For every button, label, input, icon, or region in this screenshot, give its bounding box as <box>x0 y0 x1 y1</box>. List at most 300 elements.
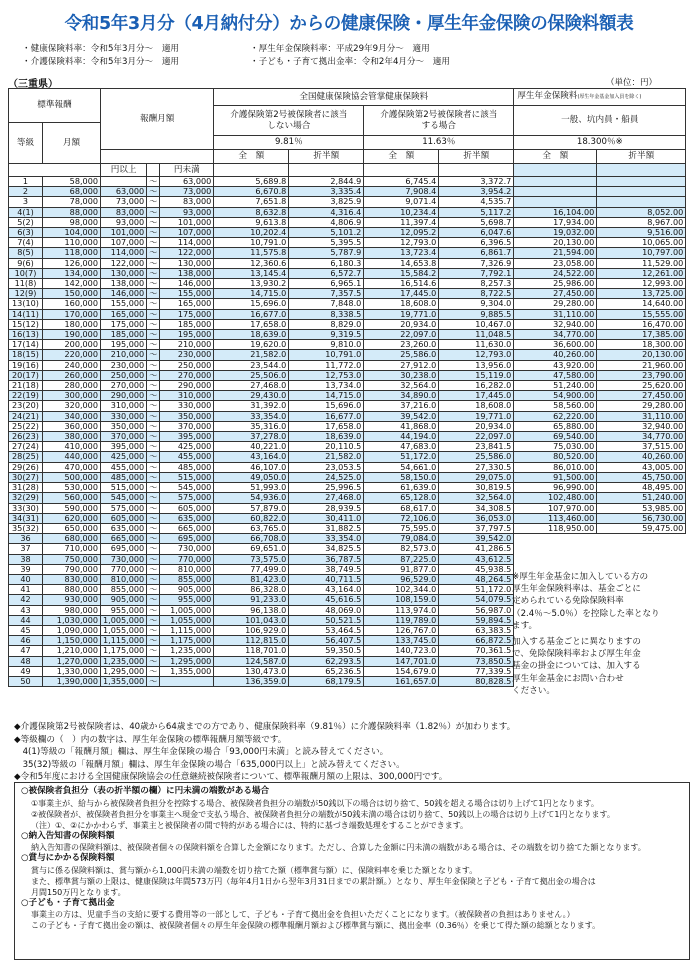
kousei-full-cell: 34,770.00 <box>514 330 597 340</box>
grade-cell: 30(27) <box>9 472 43 482</box>
full-no-care-cell: 124,587.0 <box>214 656 289 666</box>
full-care-cell: 91,877.0 <box>364 564 439 574</box>
half-care-cell: 23,841.5 <box>439 442 514 452</box>
grade-cell: 6(3) <box>9 228 43 238</box>
grade-cell: 13(10) <box>9 299 43 309</box>
range-sep: ～ <box>147 513 160 523</box>
header-half: 折半額 <box>439 150 514 164</box>
box-text: 賞与に係る保険料額は、賞与額から1,000円未満の端数を切り捨てた額（標準賞与額）に、保険料率を乗じた額となります。 <box>31 865 478 875</box>
half-care-cell: 9,304.0 <box>439 299 514 309</box>
kousei-half-cell: 53,985.00 <box>597 503 686 513</box>
kousei-full-cell <box>514 534 597 544</box>
full-care-cell: 161,657.0 <box>364 676 439 686</box>
monthly-cell: 88,000 <box>43 207 101 217</box>
full-care-cell: 37,216.0 <box>364 401 439 411</box>
half-no-care-cell: 23,053.5 <box>289 462 364 472</box>
kousei-full-cell: 102,480.00 <box>514 493 597 503</box>
range-sep: ～ <box>147 177 160 187</box>
half-no-care-cell: 16,677.0 <box>289 411 364 421</box>
half-no-care-cell: 65,236.5 <box>289 666 364 676</box>
grade-cell: 31(28) <box>9 483 43 493</box>
monthly-cell: 750,000 <box>43 554 101 564</box>
half-care-cell: 5,117.2 <box>439 207 514 217</box>
full-no-care-cell: 29,430.0 <box>214 391 289 401</box>
half-no-care-cell: 25,996.5 <box>289 483 364 493</box>
box-text: 月間150万円となります。 <box>31 887 126 897</box>
half-no-care-cell: 36,787.5 <box>289 554 364 564</box>
half-no-care-cell: 33,354.0 <box>289 534 364 544</box>
half-care-cell: 45,938.5 <box>439 564 514 574</box>
kousei-half-cell: 32,940.00 <box>597 421 686 431</box>
full-no-care-cell: 81,423.0 <box>214 574 289 584</box>
half-care-cell: 3,954.2 <box>439 187 514 197</box>
kousei-full-cell: 80,520.00 <box>514 452 597 462</box>
full-care-cell: 154,679.0 <box>364 666 439 676</box>
header-no-care: 介護保険第2号被保険者に該当しない場合 <box>214 106 364 136</box>
range-from-cell: 575,000 <box>101 503 147 513</box>
full-no-care-cell: 18,639.0 <box>214 330 289 340</box>
range-to-cell: 130,000 <box>160 258 214 268</box>
monthly-cell: 1,390,000 <box>43 676 101 686</box>
monthly-cell: 440,000 <box>43 452 101 462</box>
kousei-half-cell <box>597 534 686 544</box>
full-no-care-cell: 86,328.0 <box>214 585 289 595</box>
full-care-cell: 61,639.0 <box>364 483 439 493</box>
kousei-full-cell: 19,032.00 <box>514 228 597 238</box>
grade-cell: 48 <box>9 656 43 666</box>
full-no-care-cell: 13,145.4 <box>214 268 289 278</box>
grade-cell: 3 <box>9 197 43 207</box>
grade-cell: 8(5) <box>9 248 43 258</box>
monthly-cell: 590,000 <box>43 503 101 513</box>
monthly-cell: 1,090,000 <box>43 625 101 635</box>
range-to-cell: 515,000 <box>160 472 214 482</box>
range-from-cell: 955,000 <box>101 605 147 615</box>
full-no-care-cell: 130,473.0 <box>214 666 289 676</box>
range-from-cell: 175,000 <box>101 319 147 329</box>
range-from-cell: 1,175,000 <box>101 646 147 656</box>
half-care-cell: 12,793.0 <box>439 350 514 360</box>
range-sep: ～ <box>147 646 160 656</box>
range-sep: ～ <box>147 472 160 482</box>
range-sep: ～ <box>147 401 160 411</box>
grade-cell: 39 <box>9 564 43 574</box>
kousei-half-cell: 51,240.00 <box>597 493 686 503</box>
monthly-cell: 930,000 <box>43 595 101 605</box>
full-care-cell: 75,595.0 <box>364 523 439 533</box>
grade-cell: 11(8) <box>9 279 43 289</box>
kousei-half-cell: 17,385.00 <box>597 330 686 340</box>
range-to-cell: 73,000 <box>160 187 214 197</box>
half-care-cell: 18,608.0 <box>439 401 514 411</box>
full-no-care-cell: 25,506.0 <box>214 370 289 380</box>
table-row <box>9 228 686 238</box>
half-care-cell: 25,586.0 <box>439 452 514 462</box>
monthly-cell: 110,000 <box>43 238 101 248</box>
half-care-cell: 39,542.0 <box>439 534 514 544</box>
half-no-care-cell: 3,825.9 <box>289 197 364 207</box>
table-row <box>9 534 686 544</box>
range-from-cell: 195,000 <box>101 340 147 350</box>
kousei-full-cell: 47,580.00 <box>514 370 597 380</box>
range-sep: ～ <box>147 544 160 554</box>
half-no-care-cell: 7,357.5 <box>289 289 364 299</box>
monthly-cell: 880,000 <box>43 585 101 595</box>
range-sep: ～ <box>147 503 160 513</box>
table-row <box>9 248 686 258</box>
range-from-cell: 770,000 <box>101 564 147 574</box>
grade-cell: 34(31) <box>9 513 43 523</box>
table-row <box>9 462 686 472</box>
kousei-half-cell: 45,750.00 <box>597 472 686 482</box>
range-from-cell: 122,000 <box>101 258 147 268</box>
box-text: また、標準賞与額の上限は、健康保険は年間573万円（毎年4月1日から翌年3月31日までの累計額。）となり、厚生年金保険と子ども・子育て拠出金の場合は <box>31 876 596 886</box>
full-care-cell: 72,106.0 <box>364 513 439 523</box>
grade-cell: 10(7) <box>9 268 43 278</box>
half-care-cell: 5,698.7 <box>439 217 514 227</box>
half-no-care-cell: 12,753.0 <box>289 370 364 380</box>
range-to-cell: 165,000 <box>160 299 214 309</box>
half-care-cell: 17,445.0 <box>439 391 514 401</box>
range-from-cell: 230,000 <box>101 360 147 370</box>
kousei-half-cell: 13,725.00 <box>597 289 686 299</box>
half-no-care-cell: 40,711.5 <box>289 574 364 584</box>
monthly-cell: 126,000 <box>43 258 101 268</box>
full-care-cell: 11,397.4 <box>364 217 439 227</box>
range-from-cell: 83,000 <box>101 207 147 217</box>
kousei-full-cell: 25,986.00 <box>514 279 597 289</box>
range-to-cell: 855,000 <box>160 574 214 584</box>
table-row <box>9 330 686 340</box>
grade-cell: 32(29) <box>9 493 43 503</box>
range-to-cell <box>160 676 214 686</box>
range-to-cell: 1,055,000 <box>160 615 214 625</box>
full-care-cell: 9,071.4 <box>364 197 439 207</box>
grade-cell: 24(21) <box>9 411 43 421</box>
full-no-care-cell: 69,651.0 <box>214 544 289 554</box>
kousei-half-cell: 16,470.00 <box>597 319 686 329</box>
explanation-box <box>14 782 690 960</box>
half-care-cell: 77,339.5 <box>439 666 514 676</box>
full-care-cell: 22,097.0 <box>364 330 439 340</box>
full-no-care-cell: 17,658.0 <box>214 319 289 329</box>
kousei-full-cell <box>514 197 597 207</box>
box-text: 事業主の方は、児童手当の支給に要する費用等の一部として、子ども・子育て拠出金を負担いただくことになります。（被保険者の負担はありません。） <box>31 910 575 919</box>
range-sep: ～ <box>147 534 160 544</box>
table-row <box>9 350 686 360</box>
monthly-cell: 650,000 <box>43 523 101 533</box>
full-no-care-cell: 8,632.8 <box>214 207 289 217</box>
half-care-cell: 6,861.7 <box>439 248 514 258</box>
range-from-cell: 1,115,000 <box>101 636 147 646</box>
range-from-cell: 250,000 <box>101 370 147 380</box>
half-care-cell: 10,467.0 <box>439 319 514 329</box>
kousei-half-cell: 15,555.00 <box>597 309 686 319</box>
rate-kousei: 18.300％※ <box>514 136 686 150</box>
table-row <box>9 279 686 289</box>
kousei-full-cell: 62,220.00 <box>514 411 597 421</box>
monthly-cell: 200,000 <box>43 340 101 350</box>
header-monthly: 月額 <box>43 123 101 164</box>
half-care-cell: 6,396.5 <box>439 238 514 248</box>
half-care-cell: 4,535.7 <box>439 197 514 207</box>
range-to-cell: 425,000 <box>160 442 214 452</box>
full-no-care-cell: 49,050.0 <box>214 472 289 482</box>
kousei-half-cell: 10,065.00 <box>597 238 686 248</box>
table-row <box>9 238 686 248</box>
range-sep: ～ <box>147 279 160 289</box>
range-from-cell: 1,235,000 <box>101 656 147 666</box>
full-care-cell: 47,683.0 <box>364 442 439 452</box>
grade-cell: 27(24) <box>9 442 43 452</box>
grade-cell: 19(16) <box>9 360 43 370</box>
grade-cell: 23(20) <box>9 401 43 411</box>
range-from-cell: 165,000 <box>101 309 147 319</box>
range-to-cell: 210,000 <box>160 340 214 350</box>
monthly-cell: 190,000 <box>43 330 101 340</box>
kousei-full-cell: 96,990.00 <box>514 483 597 493</box>
range-from-cell: 210,000 <box>101 350 147 360</box>
range-to-cell: 635,000 <box>160 513 214 523</box>
half-no-care-cell: 11,772.0 <box>289 360 364 370</box>
full-care-cell: 15,584.2 <box>364 268 439 278</box>
table-row <box>9 268 686 278</box>
range-from-cell: 545,000 <box>101 493 147 503</box>
kousei-half-cell: 8,967.00 <box>597 217 686 227</box>
range-to-cell: 545,000 <box>160 483 214 493</box>
full-care-cell: 108,159.0 <box>364 595 439 605</box>
range-from-cell: 425,000 <box>101 452 147 462</box>
note-line: 加入する基金ごとに異なりますの <box>512 637 641 647</box>
range-to-cell: 1,005,000 <box>160 605 214 615</box>
box-heading: ○賞与にかかる保険料額 <box>21 853 115 863</box>
half-no-care-cell: 59,350.5 <box>289 646 364 656</box>
kousei-full-cell: 86,010.00 <box>514 462 597 472</box>
full-no-care-cell: 66,708.0 <box>214 534 289 544</box>
monthly-cell: 170,000 <box>43 309 101 319</box>
grade-cell: 7(4) <box>9 238 43 248</box>
kousei-full-cell: 21,594.00 <box>514 248 597 258</box>
table-row <box>9 513 686 523</box>
page-title: 令和5年3月分（4月納付分）からの健康保険・厚生年金保険の保険料額表 <box>64 14 634 34</box>
table-row <box>9 401 686 411</box>
full-no-care-cell: 13,930.2 <box>214 279 289 289</box>
half-no-care-cell: 3,335.4 <box>289 187 364 197</box>
full-no-care-cell: 40,221.0 <box>214 442 289 452</box>
kousei-full-cell <box>514 544 597 554</box>
full-no-care-cell: 96,138.0 <box>214 605 289 615</box>
half-no-care-cell: 34,825.5 <box>289 544 364 554</box>
full-care-cell: 18,608.0 <box>364 299 439 309</box>
range-sep: ～ <box>147 381 160 391</box>
full-no-care-cell: 60,822.0 <box>214 513 289 523</box>
half-no-care-cell: 48,069.0 <box>289 605 364 615</box>
grade-cell: 5(2) <box>9 217 43 227</box>
half-no-care-cell: 5,395.5 <box>289 238 364 248</box>
range-to-cell: 250,000 <box>160 360 214 370</box>
box-heading: ○被保険者負担分（表の折半額の欄）に円未満の端数がある場合 <box>21 786 270 796</box>
range-sep: ～ <box>147 319 160 329</box>
range-sep: ～ <box>147 432 160 442</box>
range-from-cell: 1,355,000 <box>101 676 147 686</box>
range-sep: ～ <box>147 309 160 319</box>
header-standard: 標準報酬 <box>9 89 101 123</box>
half-care-cell: 19,771.0 <box>439 411 514 421</box>
monthly-cell: 980,000 <box>43 605 101 615</box>
table-row <box>9 391 686 401</box>
grade-cell: 28(25) <box>9 452 43 462</box>
range-to-cell: 605,000 <box>160 503 214 513</box>
full-no-care-cell: 91,233.0 <box>214 595 289 605</box>
range-sep: ～ <box>147 248 160 258</box>
range-from-cell: 635,000 <box>101 523 147 533</box>
footnote: ◆介護保険第2号被保険者は、40歳から64歳までの方であり、健康保険料率（9.81％）に介護保険料率（1.82％）が加わります。 <box>14 722 516 732</box>
rate-info <box>22 43 662 68</box>
half-care-cell: 8,722.5 <box>439 289 514 299</box>
monthly-cell: 1,270,000 <box>43 656 101 666</box>
range-sep: ～ <box>147 360 160 370</box>
half-care-cell: 80,828.5 <box>439 676 514 686</box>
full-no-care-cell: 6,670.8 <box>214 187 289 197</box>
half-care-cell: 8,257.3 <box>439 279 514 289</box>
full-no-care-cell: 7,651.8 <box>214 197 289 207</box>
monthly-cell: 340,000 <box>43 411 101 421</box>
grade-cell: 12(9) <box>9 289 43 299</box>
full-care-cell: 25,586.0 <box>364 350 439 360</box>
note-line: 基金の掛金については、加入する <box>512 661 641 672</box>
range-to-cell: 195,000 <box>160 330 214 340</box>
range-sep: ～ <box>147 238 160 248</box>
full-care-cell: 19,771.0 <box>364 309 439 319</box>
range-sep: ～ <box>147 411 160 421</box>
kousei-full-cell <box>514 187 597 197</box>
grade-cell: 38 <box>9 554 43 564</box>
kousei-half-cell: 40,260.00 <box>597 452 686 462</box>
monthly-cell: 1,330,000 <box>43 666 101 676</box>
full-no-care-cell: 73,575.0 <box>214 554 289 564</box>
header-grade: 等級 <box>9 123 43 164</box>
full-no-care-cell: 10,202.4 <box>214 228 289 238</box>
full-no-care-cell: 46,107.0 <box>214 462 289 472</box>
table-row <box>9 452 686 462</box>
half-care-cell: 13,956.0 <box>439 360 514 370</box>
range-from-cell: 138,000 <box>101 279 147 289</box>
grade-cell: 43 <box>9 605 43 615</box>
monthly-cell: 220,000 <box>43 350 101 360</box>
table-row <box>9 483 686 493</box>
full-no-care-cell: 15,696.0 <box>214 299 289 309</box>
full-no-care-cell: 5,689.8 <box>214 177 289 187</box>
full-no-care-cell: 14,715.0 <box>214 289 289 299</box>
half-no-care-cell: 38,749.5 <box>289 564 364 574</box>
table-row <box>9 421 686 431</box>
rate-no-care: 9.81％ <box>214 136 364 150</box>
full-care-cell: 7,908.4 <box>364 187 439 197</box>
kousei-half-cell: 48,495.00 <box>597 483 686 493</box>
kousei-half-cell: 18,300.00 <box>597 340 686 350</box>
full-care-cell: 102,344.0 <box>364 585 439 595</box>
full-no-care-cell: 10,791.0 <box>214 238 289 248</box>
full-care-cell: 147,701.0 <box>364 656 439 666</box>
full-no-care-cell: 77,499.0 <box>214 564 289 574</box>
range-sep: ～ <box>147 574 160 584</box>
rate-care: 11.63％ <box>364 136 514 150</box>
half-no-care-cell: 62,293.5 <box>289 656 364 666</box>
table-row <box>9 503 686 513</box>
range-from-cell: 1,295,000 <box>101 666 147 676</box>
range-to-cell: 350,000 <box>160 411 214 421</box>
table-row <box>9 299 686 309</box>
range-from-cell: 73,000 <box>101 197 147 207</box>
grade-cell: 21(18) <box>9 381 43 391</box>
header-half: 折半額 <box>289 150 364 164</box>
grade-cell: 36 <box>9 534 43 544</box>
side-note-contact <box>512 636 641 697</box>
monthly-cell: 160,000 <box>43 299 101 309</box>
footnotes <box>14 721 690 784</box>
box-heading: ○納入告知書の保険料額 <box>21 830 115 841</box>
box-text: この子ども・子育て拠出金の額は、被保険者個々の厚生年金保険の標準報酬月額および標準賞与額に、拠出金率（0.36％）を乗じて得た額の総額となります。 <box>31 921 601 930</box>
half-no-care-cell: 4,316.4 <box>289 207 364 217</box>
half-no-care-cell: 43,164.0 <box>289 585 364 595</box>
half-no-care-cell: 8,829.0 <box>289 319 364 329</box>
box-text: ②被保険者が、被保険者負担分を事業主へ現金で支払う場合、被保険者負担分の端数が50銭未満の場合は切り捨て、50銭以上の場合は切り上げて1円となります。 <box>31 809 615 819</box>
range-sep: ～ <box>147 187 160 197</box>
range-sep: ～ <box>147 615 160 625</box>
monthly-cell: 1,030,000 <box>43 615 101 625</box>
kousei-full-cell: 107,970.00 <box>514 503 597 513</box>
range-sep: ～ <box>147 299 160 309</box>
monthly-cell: 620,000 <box>43 513 101 523</box>
kousei-half-cell: 59,475.00 <box>597 523 686 533</box>
kousei-full-cell: 16,104.00 <box>514 207 597 217</box>
table-row <box>9 207 686 217</box>
table-row <box>9 381 686 391</box>
half-care-cell: 7,792.1 <box>439 268 514 278</box>
footnote: 4(1)等級の「報酬月額」欄は、厚生年金保険の場合「93,000円未満」と読み替えてください。 <box>14 747 389 757</box>
range-from-cell: 330,000 <box>101 411 147 421</box>
header-half: 折半額 <box>597 150 686 164</box>
table-row <box>9 360 686 370</box>
range-sep: ～ <box>147 493 160 503</box>
range-to-cell: 1,175,000 <box>160 636 214 646</box>
kousei-half-cell: 9,516.00 <box>597 228 686 238</box>
header-from: 円以上 <box>101 164 147 177</box>
full-no-care-cell: 35,316.0 <box>214 421 289 431</box>
kousei-half-cell: 31,110.00 <box>597 411 686 421</box>
full-care-cell: 13,723.4 <box>364 248 439 258</box>
range-from-cell: 905,000 <box>101 595 147 605</box>
range-to-cell: 575,000 <box>160 493 214 503</box>
range-from-cell: 130,000 <box>101 268 147 278</box>
full-no-care-cell: 31,392.0 <box>214 401 289 411</box>
range-to-cell: 1,235,000 <box>160 646 214 656</box>
half-care-cell: 41,286.5 <box>439 544 514 554</box>
monthly-cell: 380,000 <box>43 432 101 442</box>
range-from-cell: 185,000 <box>101 330 147 340</box>
full-care-cell: 14,653.8 <box>364 258 439 268</box>
full-no-care-cell: 51,993.0 <box>214 483 289 493</box>
note-line: ください。 <box>512 685 555 696</box>
half-care-cell: 56,987.0 <box>439 605 514 615</box>
range-from-cell <box>101 177 147 187</box>
half-care-cell: 11,048.5 <box>439 330 514 340</box>
kousei-half-cell: 8,052.00 <box>597 207 686 217</box>
kousei-half-cell <box>597 177 686 187</box>
header-care: 介護保険第2号被保険者に該当する場合 <box>364 106 514 136</box>
grade-cell: 45 <box>9 625 43 635</box>
monthly-cell: 300,000 <box>43 391 101 401</box>
